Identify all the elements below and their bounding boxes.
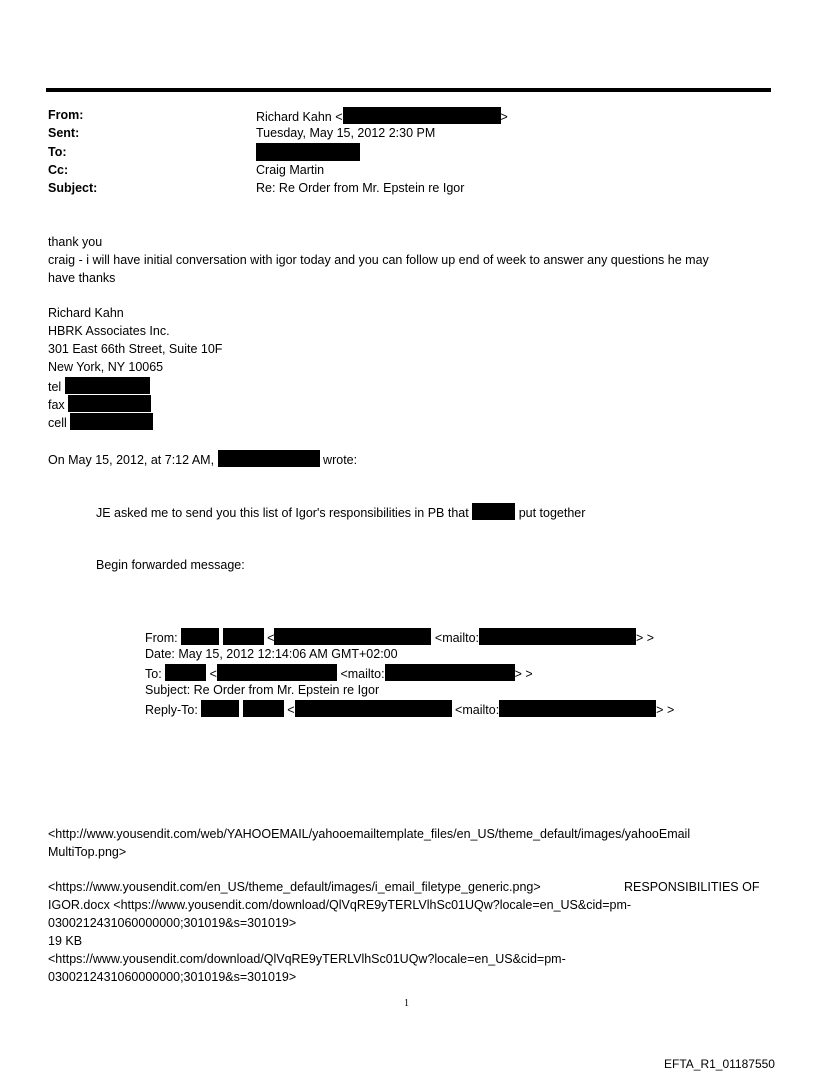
fwd-mailto: <mailto: <box>434 631 480 645</box>
to-redaction-box <box>256 143 360 161</box>
document-id: EFTA_R1_01187550 <box>664 1057 775 1071</box>
redaction-box <box>217 664 337 681</box>
je-line <box>96 503 585 522</box>
signature-company: HBRK Associates Inc. <box>48 324 170 338</box>
signature-address-1: 301 East 66th Street, Suite 10F <box>48 342 223 356</box>
redaction-box <box>295 700 452 717</box>
sent-value: Tuesday, May 15, 2012 2:30 PM <box>256 126 436 140</box>
redaction-box <box>181 628 219 645</box>
redaction-box <box>385 664 515 681</box>
file-size: 19 KB <box>48 934 83 948</box>
redaction-box <box>68 395 151 412</box>
from-close: > <box>500 110 508 124</box>
fwd-subject-line: Subject: Re Order from Mr. Epstein re Igor <box>145 683 380 697</box>
redaction-box <box>274 628 431 645</box>
fwd-gtgt: > > <box>656 703 675 717</box>
body-line-1: thank you <box>48 235 103 249</box>
body-line-3: have thanks <box>48 271 116 285</box>
download-link-line-2: 0300212431060000000;301019&s=301019> <box>48 970 297 984</box>
fwd-lt: < <box>287 703 295 717</box>
redaction-box <box>343 107 501 124</box>
fwd-lt: < <box>267 631 275 645</box>
from-value <box>256 107 508 126</box>
body-line-2: craig - i will have initial conversation with igor today and you can follow up end of week to answer any questions he may <box>48 253 709 267</box>
fwd-lt: < <box>209 667 217 681</box>
generic-link-line-3: 0300212431060000000;301019&s=301019> <box>48 916 297 930</box>
fax-label: fax <box>48 398 65 412</box>
fwd-from-label: From: <box>145 631 178 645</box>
subject-value: Re: Re Order from Mr. Epstein re Igor <box>256 181 465 195</box>
signature-fax <box>48 395 151 414</box>
redaction-box <box>472 503 515 520</box>
fwd-date-line: Date: May 15, 2012 12:14:06 AM GMT+02:00 <box>145 647 398 661</box>
redaction-box <box>165 664 206 681</box>
generic-link-line-1b: RESPONSIBILITIES OF <box>624 880 760 894</box>
redaction-box <box>499 700 656 717</box>
generic-link-line-2: IGOR.docx <https://www.yousendit.com/download/QlVqRE9yTERLVlhSc01UQw?locale=en_US&cid=pm- <box>48 898 632 912</box>
subject-label: Subject: <box>48 181 98 195</box>
header-rule <box>46 88 771 92</box>
signature-address-2: New York, NY 10065 <box>48 360 164 374</box>
generic-link-line-1a: <https://www.yousendit.com/en_US/theme_default/images/i_email_filetype_generic.png> <box>48 880 541 894</box>
redaction-box <box>479 628 636 645</box>
on-suffix: wrote: <box>323 453 358 467</box>
fwd-replyto-line <box>145 700 674 719</box>
begin-forwarded: Begin forwarded message: <box>96 558 245 572</box>
redaction-box <box>70 413 153 430</box>
on-wrote-line <box>48 450 357 469</box>
fwd-to-line <box>145 664 533 683</box>
signature-name: Richard Kahn <box>48 306 124 320</box>
redaction-box <box>218 450 320 467</box>
redaction-box <box>243 700 284 717</box>
cell-label: cell <box>48 416 67 430</box>
fwd-gtgt: > > <box>514 667 533 681</box>
je-suffix: put together <box>518 506 586 520</box>
page-number: 1 <box>404 998 409 1009</box>
redaction-box <box>65 377 150 394</box>
fwd-from-line <box>145 628 654 647</box>
redaction-box <box>223 628 264 645</box>
from-label: From: <box>48 108 84 122</box>
cc-label: Cc: <box>48 163 69 177</box>
tel-label: tel <box>48 380 62 394</box>
signature-cell <box>48 413 153 432</box>
sent-label: Sent: <box>48 126 80 140</box>
fwd-mailto: <mailto: <box>455 703 500 717</box>
yahoo-link-line-2: MultiTop.png> <box>48 845 127 859</box>
cc-value: Craig Martin <box>256 163 325 177</box>
to-label: To: <box>48 145 67 159</box>
redaction-box <box>201 700 239 717</box>
fwd-to-label: To: <box>145 667 162 681</box>
je-prefix: JE asked me to send you this list of Igor's responsibilities in PB that <box>96 506 469 520</box>
fwd-replyto-label: Reply-To: <box>145 703 198 717</box>
from-name: Richard Kahn < <box>256 110 343 124</box>
yahoo-link-line-1: <http://www.yousendit.com/web/YAHOOEMAIL/yahooemailtemplate_files/en_US/theme_default/images/yahooEmail <box>48 827 691 841</box>
fwd-gtgt: > > <box>636 631 655 645</box>
signature-tel <box>48 377 150 396</box>
on-prefix: On May 15, 2012, at 7:12 AM, <box>48 453 215 467</box>
download-link-line-1: <https://www.yousendit.com/download/QlVqRE9yTERLVlhSc01UQw?locale=en_US&cid=pm- <box>48 952 566 966</box>
fwd-mailto: <mailto: <box>340 667 385 681</box>
